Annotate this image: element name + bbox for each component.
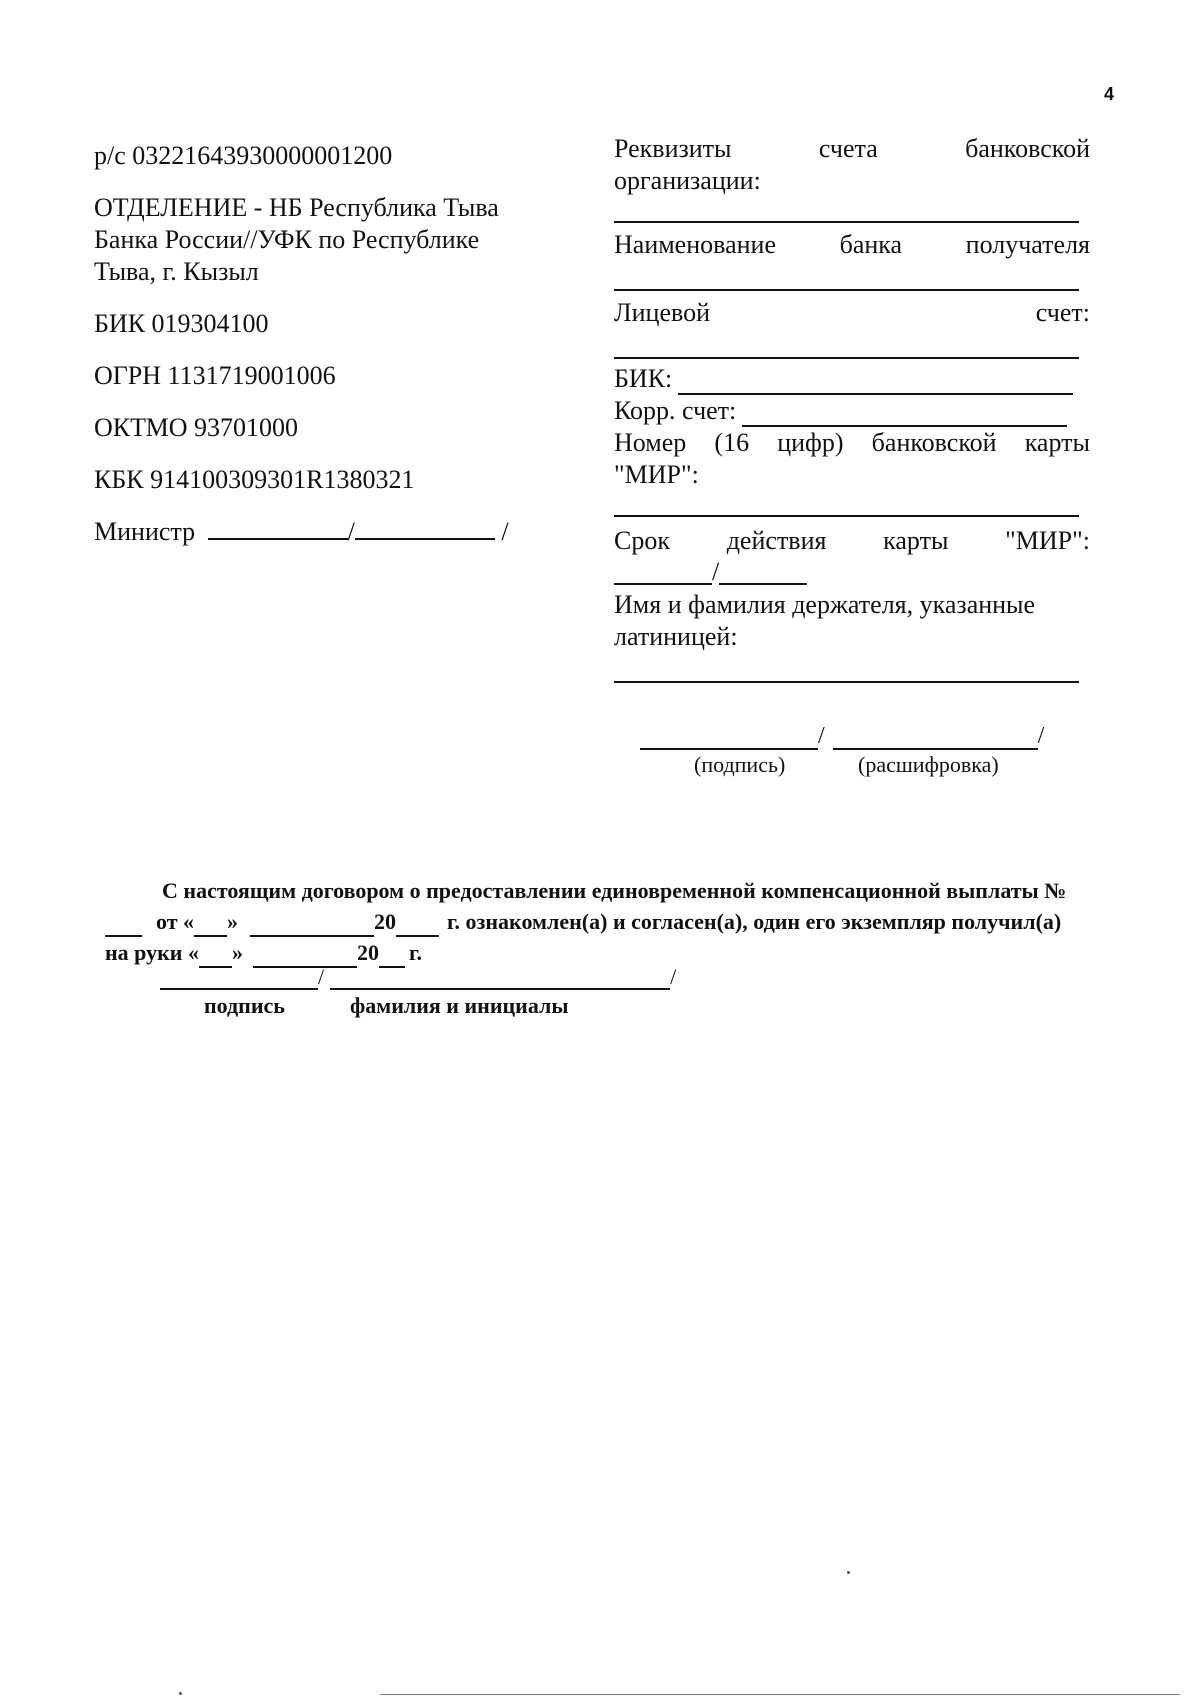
details-heading — [614, 133, 1090, 165]
bik-label: БИК: — [614, 364, 673, 393]
scan-speck — [179, 1692, 182, 1695]
details-heading-line2: организации: — [614, 166, 761, 195]
decode-caption: (расшифровка) — [858, 752, 999, 777]
contract-number-blank[interactable] — [105, 913, 142, 937]
recipient-signature — [640, 722, 1070, 780]
word: карты — [1024, 428, 1090, 457]
personal-account-blank[interactable] — [614, 329, 1079, 359]
account-number: р/с 03221643930000001200 — [94, 141, 393, 170]
date-open: от « — [156, 909, 195, 934]
day-blank[interactable] — [194, 913, 227, 937]
bank-name: ОТДЕЛЕНИЕ - НБ Республика Тыва Банка России//УФК по Республике Тыва, г. Кызыл — [94, 193, 499, 286]
bank-name-label — [614, 229, 1090, 261]
kbk: КБК 914100309301R1380321 — [94, 465, 415, 494]
ack-line-1 — [105, 875, 1125, 906]
slash: / — [1037, 723, 1045, 749]
ack-signature-labels — [160, 990, 700, 1018]
word: получателя — [965, 230, 1090, 259]
ogrn: ОГРН 1131719001006 — [94, 361, 336, 390]
received-year-suffix: г. — [408, 940, 422, 965]
acknowledgement-text — [105, 875, 1125, 968]
signature-row — [640, 722, 1070, 750]
received-date-open: на руки « — [105, 940, 199, 965]
ack-signature-caption: подпись — [204, 993, 285, 1018]
oktmo: ОКТМО 93701000 — [94, 413, 299, 442]
word: банковской — [871, 428, 997, 457]
word: счет: — [1035, 298, 1090, 327]
word: Номер — [614, 428, 687, 457]
word: "МИР": — [1005, 526, 1090, 555]
minister-signature-line — [94, 516, 554, 548]
slash: / — [501, 517, 509, 546]
slash: / — [818, 723, 825, 749]
slash: / — [347, 517, 355, 546]
received-year-prefix: 20 — [356, 940, 379, 965]
slash: / — [318, 964, 325, 989]
word: действия — [726, 526, 827, 555]
acknowledgement-signature — [160, 960, 700, 1018]
year-blank[interactable] — [396, 913, 439, 937]
slash: / — [670, 964, 677, 989]
ack-signature-blank[interactable] — [160, 962, 318, 990]
bik: БИК 019304100 — [94, 309, 269, 338]
holder-name-label-line2: латиницей: — [614, 622, 738, 651]
validity-month-blank[interactable] — [614, 559, 712, 585]
signature-blank[interactable] — [640, 722, 818, 750]
corr-account-row — [614, 395, 1090, 427]
decode-blank[interactable] — [833, 722, 1038, 750]
word: Срок — [614, 526, 670, 555]
word: (16 — [714, 428, 750, 457]
ack-name-caption: фамилия и инициалы — [350, 993, 569, 1018]
ack-line-2 — [105, 906, 1125, 937]
holder-name-blank[interactable] — [614, 653, 1079, 683]
validity-year-blank[interactable] — [719, 559, 807, 585]
card-validity-row — [614, 557, 1090, 585]
recipient-bank-details — [614, 133, 1090, 683]
signature-labels — [640, 750, 1070, 780]
word: банка — [839, 230, 903, 259]
corr-account-blank[interactable] — [742, 401, 1067, 427]
scan-edge-line — [380, 1694, 1180, 1695]
minister-name-blank[interactable] — [355, 516, 495, 540]
word: Реквизиты — [614, 134, 732, 163]
card-validity-label — [614, 525, 1090, 557]
card-number-label — [614, 427, 1090, 459]
card-number-blank[interactable] — [614, 491, 1079, 517]
ack-name-blank[interactable] — [330, 962, 670, 990]
scan-speck — [847, 1571, 850, 1574]
word: банковской — [965, 134, 1090, 163]
payer-requisites — [94, 140, 554, 548]
word: счета — [818, 134, 878, 163]
ack-line-1-text: С настоящим договором о предоставлении единовременной компенсационной выплаты № — [162, 878, 1067, 903]
word: Наименование — [614, 230, 776, 259]
minister-label: Министр — [94, 517, 196, 546]
corr-account-label: Корр. счет: — [614, 396, 737, 425]
word: карты — [883, 526, 949, 555]
word: цифр) — [777, 428, 844, 457]
bik-row — [614, 363, 1090, 395]
personal-account-label — [614, 297, 1090, 329]
word: Лицевой — [614, 298, 711, 327]
bik-blank[interactable] — [678, 369, 1073, 395]
year-prefix: 20 — [374, 909, 397, 934]
holder-name-label: Имя и фамилия держателя, указанные — [614, 590, 1036, 619]
details-blank[interactable] — [614, 197, 1079, 223]
signature-caption: (подпись) — [694, 752, 786, 777]
card-number-label-line2: "МИР": — [614, 460, 699, 489]
bank-name-blank[interactable] — [614, 261, 1079, 291]
ack-signature-row — [160, 960, 700, 990]
ack-line-2-text: г. ознакомлен(а) и согласен(а), один его экземпляр получил(а) — [447, 909, 1062, 934]
received-date-close: » — [231, 940, 243, 965]
month-blank[interactable] — [250, 913, 374, 937]
slash: / — [712, 557, 720, 586]
page-number: 4 — [1104, 84, 1115, 104]
minister-signature-blank[interactable] — [208, 516, 348, 540]
date-close: » — [227, 909, 239, 934]
